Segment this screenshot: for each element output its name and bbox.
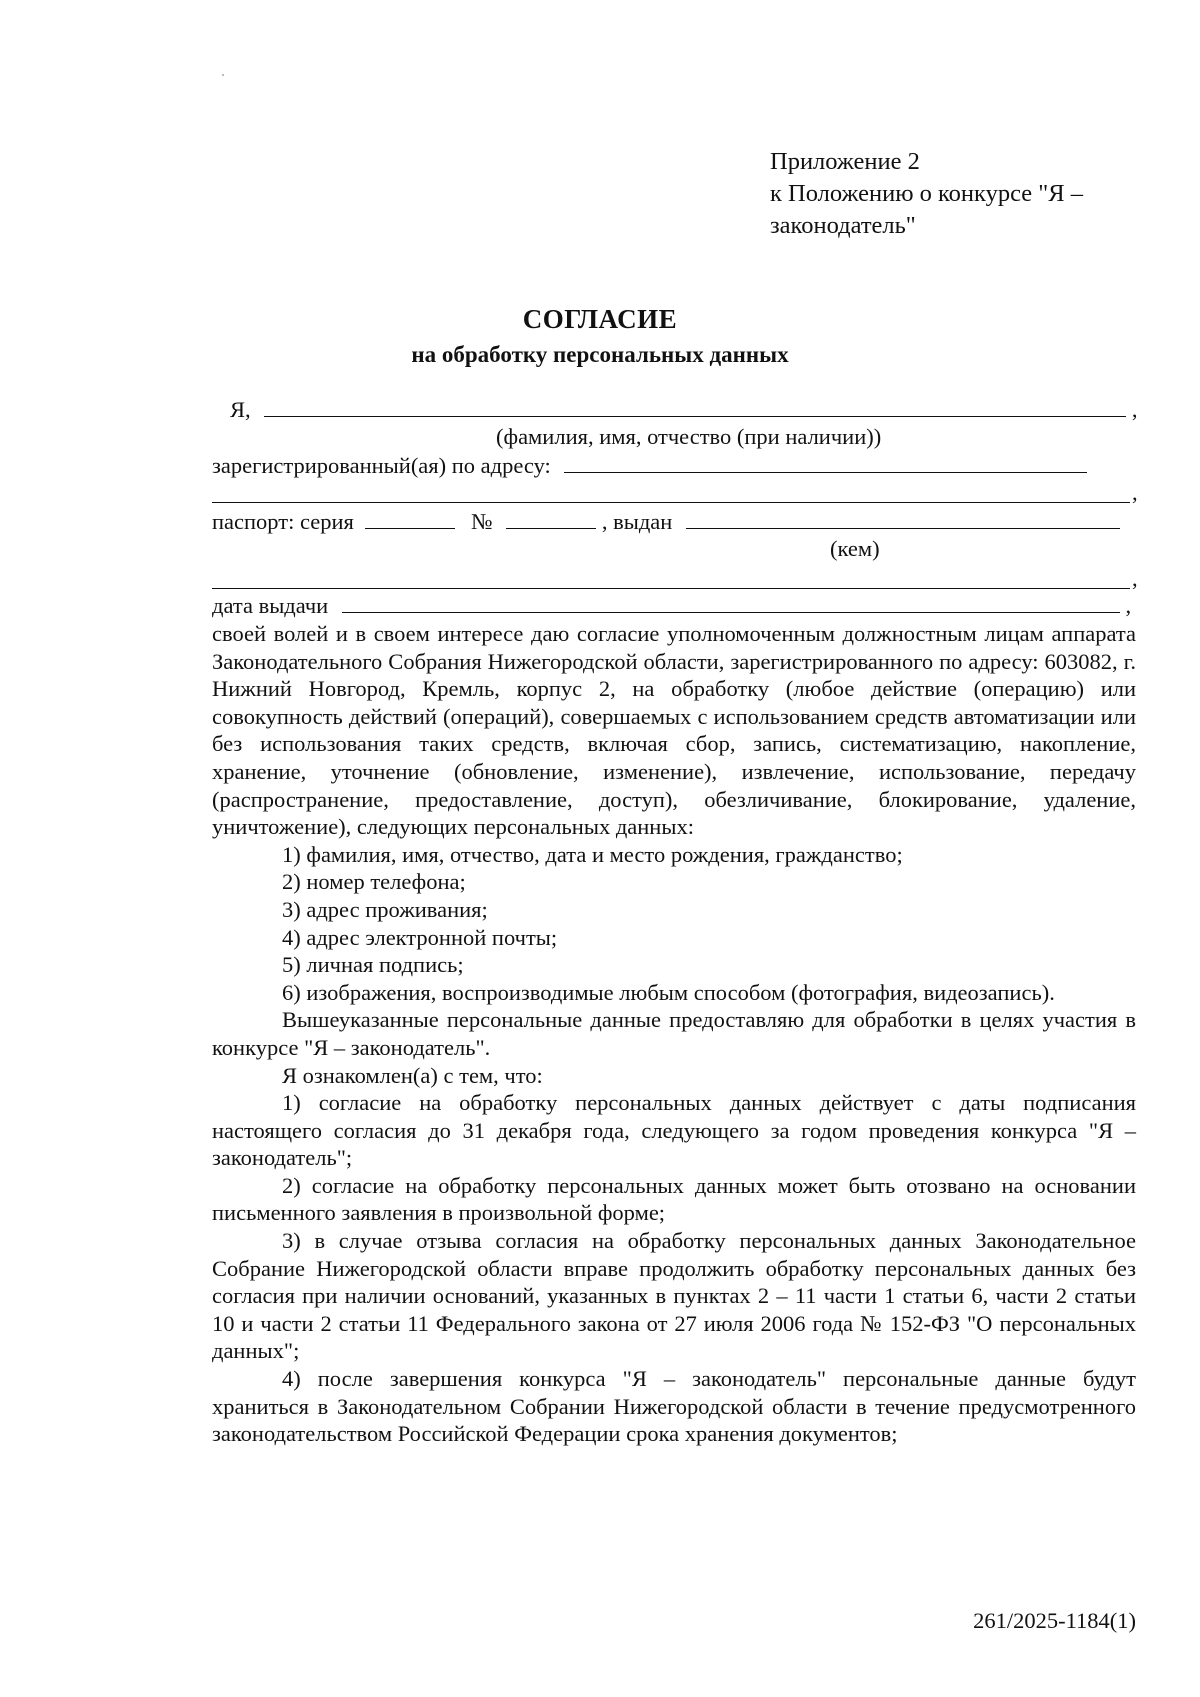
data-item-5: 5) личная подпись; [282,952,464,978]
annex-line-1: Приложение 2 [770,148,920,175]
passport-row [212,508,1136,536]
issue-date-label: дата выдачи [212,593,329,618]
data-item-2: 2) номер телефона; [282,869,466,895]
consent-paragraph: своей волей и в своем интересе даю согласие уполномоченным должностным лицам аппарата Законодательного Собрания Нижегородской области, зарегистрированного по адресу: 603082, г. Нижний Новгород, Кремль, корпус 2, на обработку (любое действие (операцию) или совокупность действий (операций), совершаемых с использованием средств автоматизации или без использования таких средств, включая сбор, запись, систематизацию, накопление, хранение, уточнение (обновление, изменение), извлечение, использование, передачу (распространение, предоставление, доступ), обезличивание, блокирование, удаление, уничтожение), следующих персональных данных: [212,621,1136,840]
issue-date-field[interactable] [342,592,1120,613]
address-label: зарегистрированный(ая) по адресу: [212,453,551,478]
issued-label: , выдан [601,509,673,534]
fio-caption: (фамилия, имя, отчество (при наличии)) [496,424,882,449]
fio-comma: , [1131,397,1138,422]
address-field[interactable] [564,452,1087,473]
document-number: 261/2025-1184(1) [973,1608,1136,1633]
annex-line-2: к Положению о конкурсе "Я – [770,180,1083,207]
passport-number-label: № [471,509,493,534]
acknowledged-paragraph: Я ознакомлен(а) с тем, что: [282,1062,543,1088]
passport-series-label: паспорт: серия [212,509,354,534]
address-row [212,452,1136,480]
issued-by-caption: (кем) [830,536,880,561]
data-item-1: 1) фамилия, имя, отчество, дата и место рождения, гражданство; [282,841,903,867]
issued-by-field[interactable] [686,508,1120,529]
purpose-paragraph: Вышеуказанные персональные данные предоставляю для обработки в целях участия в конкурсе "Я – законодатель". [212,1007,1136,1060]
scan-speck [222,74,224,76]
issued-by-comma: , [1132,566,1138,591]
passport-number-field[interactable] [506,508,596,529]
term-1: 1) согласие на обработку персональных данных действует с даты подписания настоящего согласия до 31 декабря года, следующего за годом проведения конкурса "Я – законодатель"; [212,1090,1136,1171]
address-comma: , [1132,480,1138,505]
document-subtitle: на обработку персональных данных [411,342,789,367]
issue-date-row [212,592,1136,620]
issue-date-comma: , [1125,593,1132,618]
annex-reference [770,146,1170,242]
data-item-6: 6) изображения, воспроизводимые любым способом (фотография, видеозапись). [282,979,1055,1005]
data-item-4: 4) адрес электронной почты; [282,924,558,950]
consent-body [212,620,1136,1448]
term-2: 2) согласие на обработку персональных данных может быть отозвано на основании письменного заявления в произвольной форме; [212,1172,1136,1226]
data-item-3: 3) адрес проживания; [282,896,488,922]
term-3: 3) в случае отзыва согласия на обработку персональных данных Законодательное Собрание Нижегородской области вправе продолжить обработку персональных данных без согласия при наличии оснований, указанных в пунктах 2 – 11 части 1 статьи 6, части 2 статьи 10 и части 2 статьи 11 Федерального закона от 27 июля 2006 года № 152-ФЗ "О персональных данных"; [212,1228,1136,1364]
address-field-line-2[interactable] [212,502,1130,503]
annex-line-3: законодатель" [770,212,916,239]
i-label: Я, [230,397,251,422]
fio-field[interactable] [264,396,1126,417]
term-4: 4) после завершения конкурса "Я – законодатель" персональные данные будут храниться в Законодательном Собрании Нижегородской области в течение предусмотренного законодательством Российской Федерации срока хранения документов; [212,1366,1136,1447]
fio-row [212,396,1136,424]
document-title: СОГЛАСИЕ [522,304,678,334]
issued-by-field-line-2[interactable] [212,588,1130,589]
passport-series-field[interactable] [365,508,455,529]
